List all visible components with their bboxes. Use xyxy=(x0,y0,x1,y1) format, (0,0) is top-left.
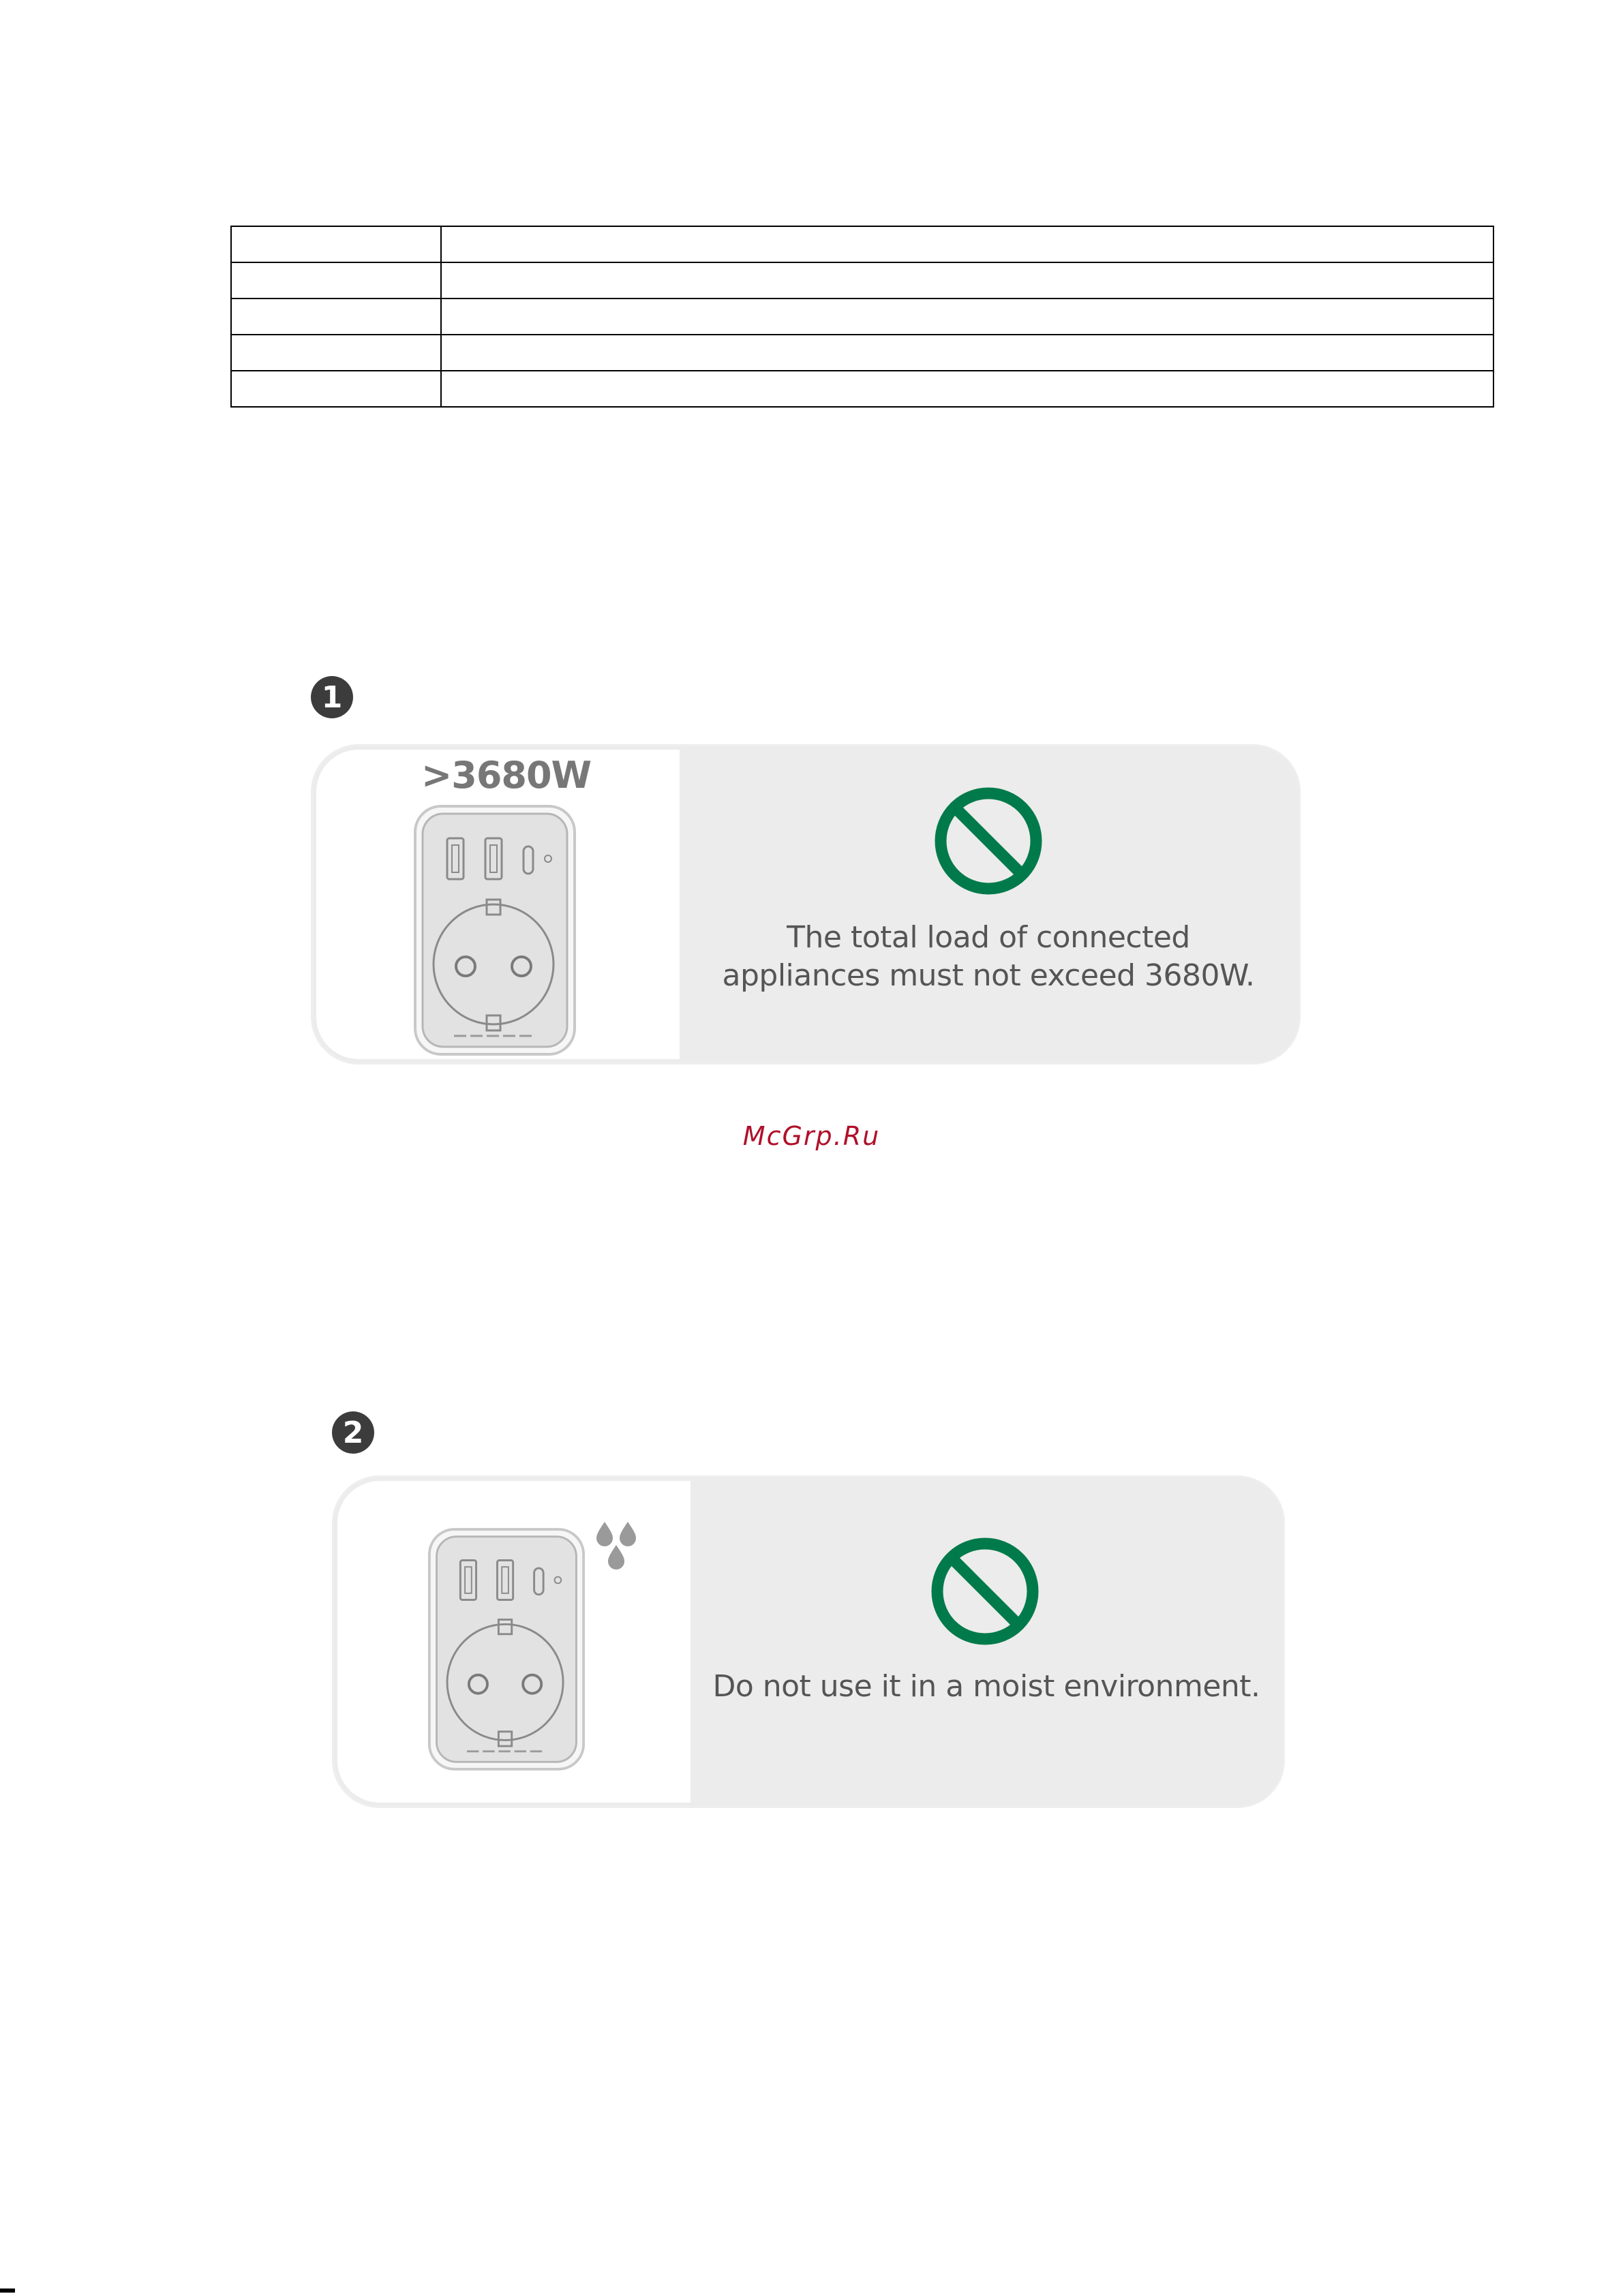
warning-line: appliances must not exceed 3680W. xyxy=(722,958,1255,993)
water-drops-icon xyxy=(592,1520,644,1572)
table-cell xyxy=(441,335,1493,371)
warning-panel-moisture xyxy=(332,1475,1285,1808)
table-cell xyxy=(231,262,441,299)
step-number-1: 1 xyxy=(311,676,353,718)
warning-line: The total load of connected xyxy=(787,920,1190,955)
warning-line: Do not use it in a moist environment. xyxy=(712,1669,1260,1704)
warning-panel-overload xyxy=(311,744,1301,1065)
page-corner-mark xyxy=(0,2289,15,2293)
socket-adapter-illustration xyxy=(413,804,577,1056)
socket-adapter-illustration xyxy=(427,1522,586,1777)
table-cell xyxy=(231,335,441,371)
table-cell xyxy=(441,262,1493,299)
table-cell xyxy=(441,371,1493,407)
table-row xyxy=(231,226,1493,262)
warning-text-overload xyxy=(682,919,1295,995)
table-cell xyxy=(231,299,441,335)
table-row xyxy=(231,262,1493,299)
step-number-2: 2 xyxy=(332,1411,374,1454)
table-cell xyxy=(441,299,1493,335)
table-row xyxy=(231,371,1493,407)
overload-label: >3680W xyxy=(421,754,592,797)
watermark: McGrp.Ru xyxy=(742,1121,881,1151)
table-cell xyxy=(231,371,441,407)
table-cell xyxy=(441,226,1493,262)
warning-text-moisture xyxy=(680,1668,1285,1706)
table-row xyxy=(231,299,1493,335)
prohibition-icon xyxy=(930,1530,1040,1653)
table-cell xyxy=(231,226,441,262)
empty-table xyxy=(230,226,1494,408)
table-row xyxy=(231,335,1493,371)
prohibition-icon xyxy=(934,783,1043,899)
